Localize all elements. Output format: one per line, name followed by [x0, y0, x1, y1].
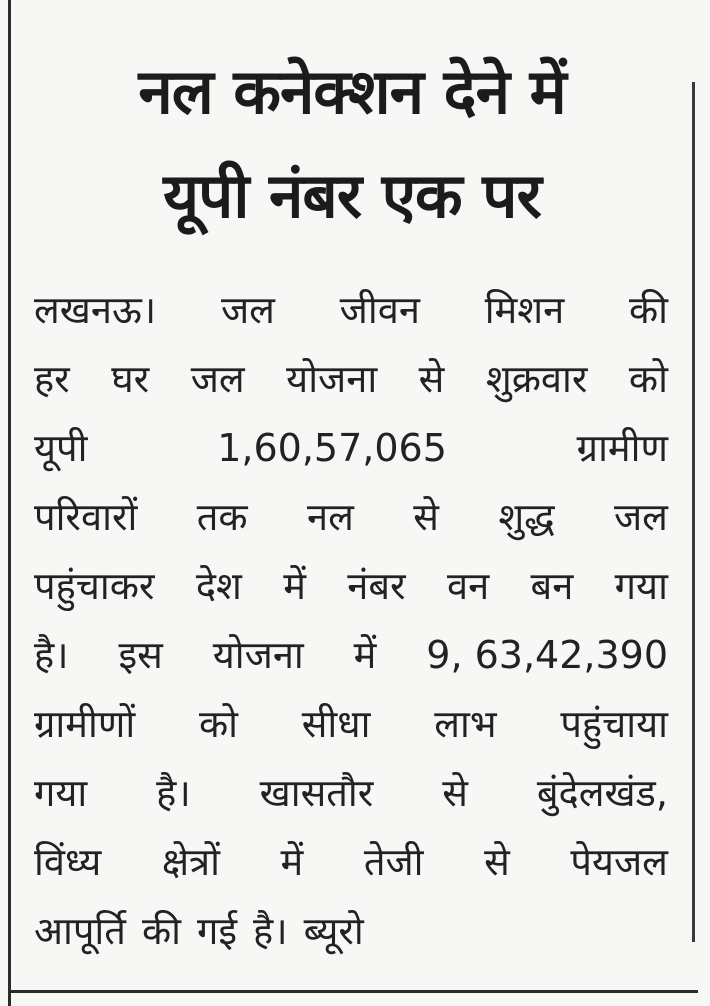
body-word: में — [280, 840, 304, 884]
body-word: है। — [253, 909, 288, 953]
body-word: वन — [446, 564, 490, 608]
body-word: यूपी — [34, 426, 88, 470]
headline-line-1: नल कनेक्शन देने में — [138, 55, 566, 128]
article-body — [34, 276, 668, 966]
headline — [22, 40, 682, 248]
body-word: है। — [34, 633, 69, 677]
body-word: पेयजल — [570, 840, 668, 884]
body-word: है। — [156, 771, 191, 815]
body-word: लखनऊ। — [34, 288, 157, 332]
body-line — [34, 552, 668, 621]
body-word: बुंदेलखंड, — [536, 771, 668, 815]
body-word: हर — [34, 357, 70, 401]
body-word: योजना — [212, 633, 304, 677]
body-word: क्षेत्रों — [161, 840, 220, 884]
right-column-rule — [692, 82, 695, 942]
body-line — [34, 690, 668, 759]
body-word: जल — [220, 288, 275, 332]
body-word: से — [484, 840, 510, 884]
body-line — [34, 345, 668, 414]
body-word: घर — [111, 357, 150, 401]
body-word: 9, 63,42,390 — [426, 633, 668, 677]
body-word: नंबर — [347, 564, 406, 608]
body-word: पहुंचाया — [560, 702, 668, 746]
body-line — [34, 621, 668, 690]
body-word: पहुंचाकर — [34, 564, 155, 608]
body-word: 1,60,57,065 — [217, 426, 447, 470]
body-word: गया — [34, 771, 88, 815]
body-word: को — [198, 702, 238, 746]
body-word: देश — [195, 564, 242, 608]
body-word: से — [418, 357, 445, 401]
body-word: ग्रामीण — [576, 426, 668, 470]
headline-line-2: यूपी नंबर एक पर — [163, 159, 541, 232]
body-word: योजना — [286, 357, 378, 401]
body-word: तेजी — [363, 840, 424, 884]
body-word: में — [283, 564, 306, 608]
body-line — [34, 828, 668, 897]
body-word: जल — [613, 495, 668, 539]
body-word: विंध्य — [34, 840, 102, 884]
body-word: शुद्ध — [498, 495, 555, 539]
body-word: बन — [530, 564, 574, 608]
body-word: गया — [614, 564, 668, 608]
body-word: नल — [307, 495, 354, 539]
body-word: ब्यूरो — [303, 909, 364, 953]
body-word: की — [628, 288, 668, 332]
bottom-rule — [8, 990, 698, 993]
body-word: ग्रामीणों — [34, 702, 136, 746]
left-column-rule — [8, 0, 11, 1006]
body-line — [34, 897, 668, 966]
body-word: लाभ — [434, 702, 497, 746]
body-word: से — [413, 495, 439, 539]
body-word: से — [442, 771, 468, 815]
body-word: को — [628, 357, 668, 401]
body-word: में — [353, 633, 377, 677]
body-line — [34, 759, 668, 828]
body-word: जीवन — [339, 288, 420, 332]
body-line — [34, 414, 668, 483]
body-word: गई — [196, 909, 238, 953]
body-word: शुक्रवार — [485, 357, 588, 401]
body-word: आपूर्ति — [34, 909, 126, 953]
body-line — [34, 483, 668, 552]
body-word: परिवारों — [34, 495, 138, 539]
body-word: की — [141, 909, 181, 953]
body-word: जल — [190, 357, 245, 401]
body-word: तक — [196, 495, 248, 539]
body-line — [34, 276, 668, 345]
body-word: मिशन — [484, 288, 565, 332]
body-word: सीधा — [301, 702, 371, 746]
body-word: खासतौर — [259, 771, 374, 815]
body-word: इस — [118, 633, 163, 677]
